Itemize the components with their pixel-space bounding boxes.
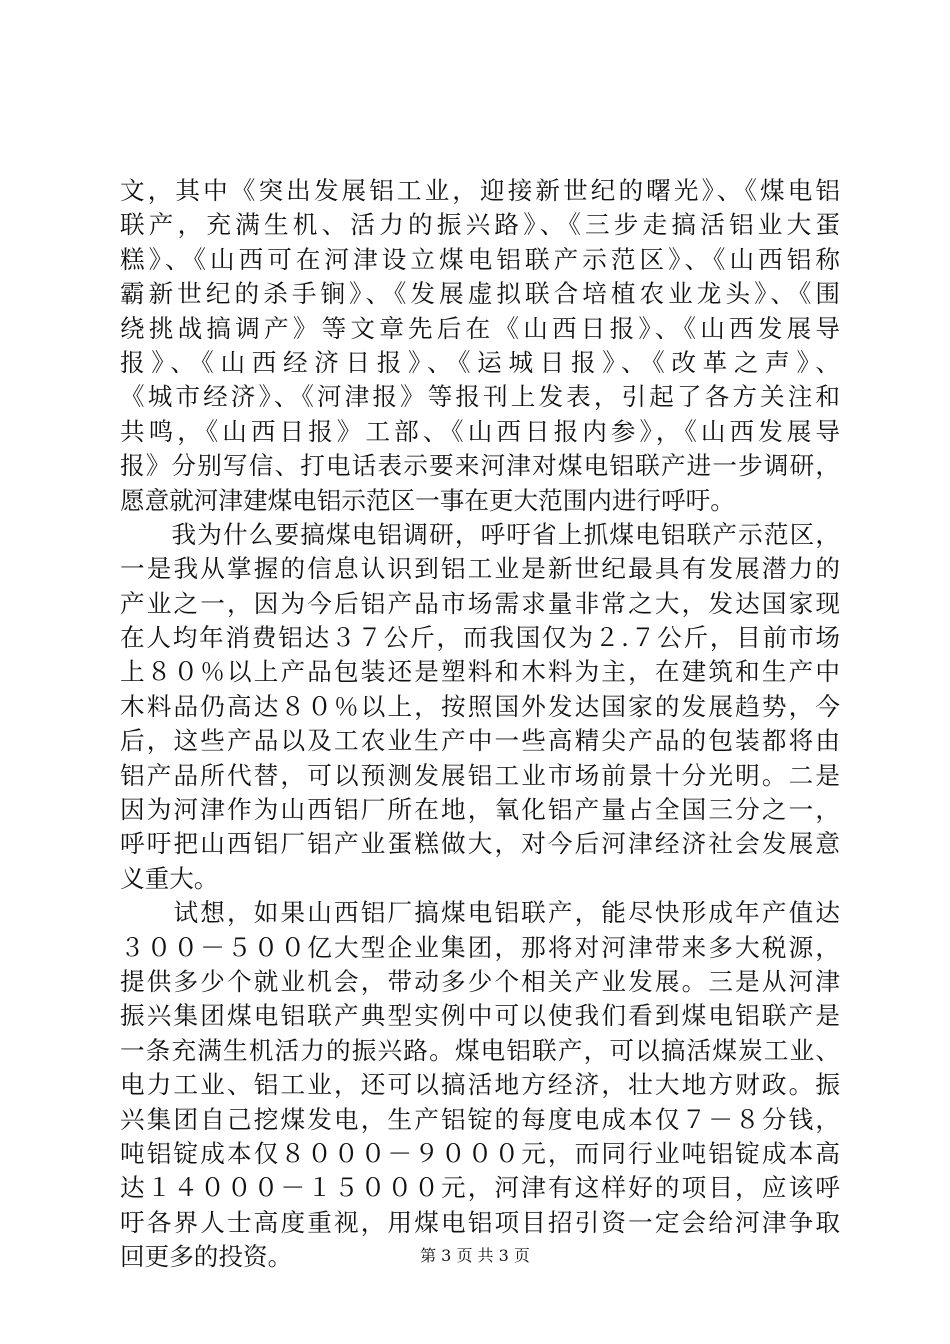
text-line: 试想，如果山西铝厂搞煤电铝联产，能尽快形成年产值达: [120, 898, 840, 928]
document-body: [120, 174, 840, 1275]
text-line: 吨铝锭成本仅８０００－９０００元，而同行业吨铝锭成本高: [120, 1138, 840, 1168]
text-line: 报》分别写信、打电话表示要来河津对煤电铝联产进一步调研，: [120, 451, 840, 481]
text-line: 报》、《山西经济日报》、《运城日报》、《改革之声》、: [120, 347, 840, 377]
text-line: 因为河津作为山西铝厂所在地，氧化铝产量占全国三分之一，: [120, 795, 840, 825]
text-line: ３００－５００亿大型企业集团，那将对河津带来多大税源，: [120, 932, 840, 962]
text-line: 绕挑战搞调产》等文章先后在《山西日报》、《山西发展导: [120, 313, 840, 343]
text-line: 我为什么要搞煤电铝调研，呼吁省上抓煤电铝联产示范区，: [120, 519, 840, 549]
text-line: 兴集团自己挖煤发电，生产铝锭的每度电成本仅７－８分钱，: [120, 1104, 840, 1134]
text-line: 愿意就河津建煤电铝示范区一事在更大范围内进行呼吁。: [120, 485, 735, 515]
text-line: 振兴集团煤电铝联产典型实例中可以使我们看到煤电铝联产是: [120, 1001, 840, 1031]
text-line: 提供多少个就业机会，带动多少个相关产业发展。三是从河津: [120, 966, 840, 996]
text-line: 呼吁把山西铝厂铝产业蛋糕做大，对今后河津经济社会发展意: [120, 829, 840, 859]
text-line: 回更多的投资。: [120, 1242, 293, 1272]
text-line: 产业之一，因为今后铝产品市场需求量非常之大，发达国家现: [120, 588, 840, 618]
text-line: 义重大。: [120, 863, 219, 893]
page-footer: 第 3 页 共 3 页: [420, 1246, 530, 1265]
text-line: 上８０％以上产品包装还是塑料和木料为主，在建筑和生产中: [120, 657, 840, 687]
text-line: 一是我从掌握的信息认识到铝工业是新世纪最具有发展潜力的: [120, 554, 840, 584]
text-line: 《城市经济》、《河津报》等报刊上发表，引起了各方关注和: [120, 382, 840, 412]
text-line: 一条充满生机活力的振兴路。煤电铝联产，可以搞活煤炭工业、: [120, 1035, 840, 1065]
text-line: 共鸣，《山西日报》工部、《山西日报内参》，《山西发展导: [120, 416, 840, 446]
text-line: 后，这些产品以及工农业生产中一些高精尖产品的包装都将由: [120, 726, 840, 756]
text-line: 在人均年消费铝达３７公斤，而我国仅为２.７公斤，目前市场: [120, 623, 840, 653]
text-line: 木料品仍高达８０％以上，按照国外发达国家的发展趋势，今: [120, 691, 840, 721]
text-line: 吁各界人士高度重视，用煤电铝项目招引资一定会给河津争取: [120, 1207, 840, 1237]
text-line: 糕》、《山西可在河津设立煤电铝联产示范区》、《山西铝称: [120, 244, 840, 274]
text-line: 铝产品所代替，可以预测发展铝工业市场前景十分光明。二是: [120, 760, 840, 790]
text-line: 电力工业、铝工业，还可以搞活地方经济，壮大地方财政。振: [120, 1070, 840, 1100]
text-line: 霸新世纪的杀手锏》、《发展虚拟联合培植农业龙头》、《围: [120, 279, 840, 309]
text-line: 联产，充满生机、活力的振兴路》、《三步走搞活铝业大蛋: [120, 210, 840, 240]
text-line: 达１４０００－１５０００元，河津有这样好的项目，应该呼: [120, 1173, 840, 1203]
text-line: 文，其中《突出发展铝工业，迎接新世纪的曙光》、《煤电铝: [120, 176, 840, 205]
